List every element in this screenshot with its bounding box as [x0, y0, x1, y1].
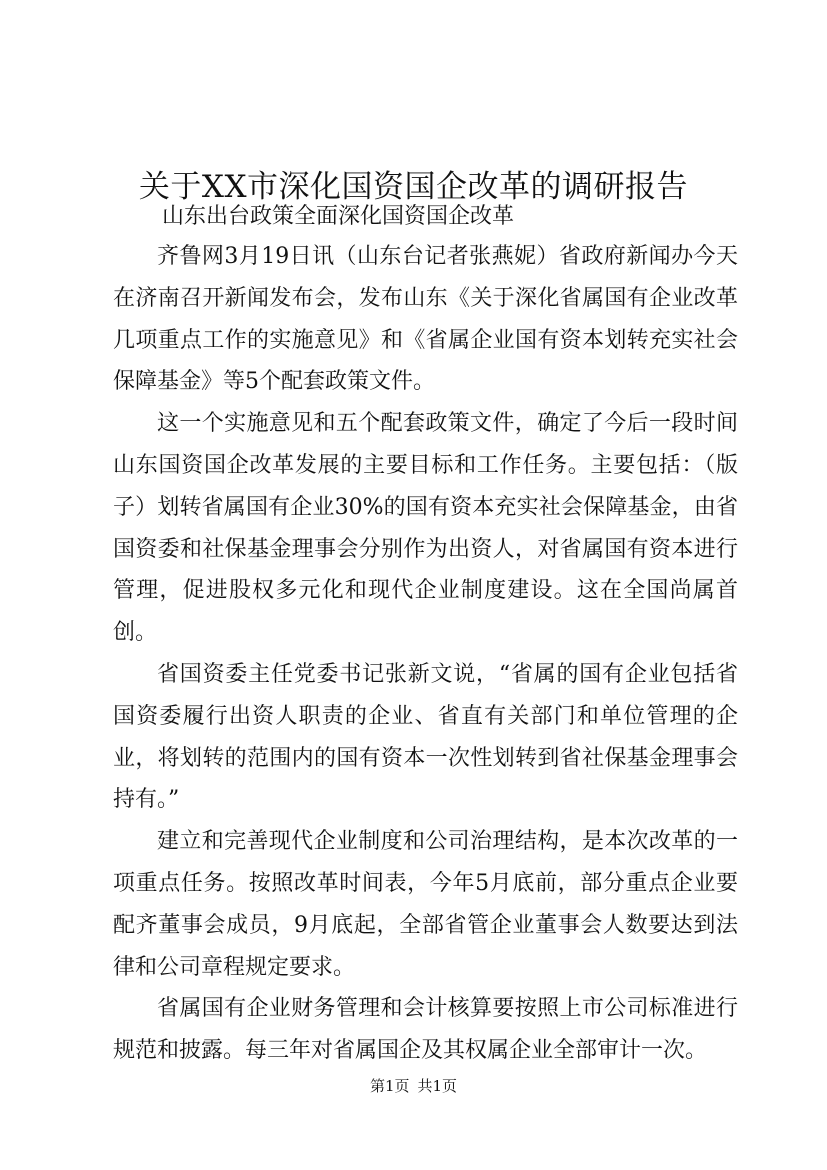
paragraph: 省属国有企业财务管理和会计核算要按照上市公司标准进行规范和披露。每三年对省属国企及其权属企业全部审计一次。 [113, 996, 738, 1064]
page-total: 共1页 [417, 1077, 458, 1095]
document-body [113, 236, 738, 1072]
paragraph: 省国资委主任党委书记张新文说，“省属的国有企业包括省国资委履行出资人职责的企业、省直有关部门和单位管理的企业，将划转的范围内的国有资本一次性划转到省社保基金理事会持有。” [113, 661, 738, 813]
paragraph: 齐鲁网3月19日讯（山东台记者张燕妮）省政府新闻办今天在济南召开新闻发布会，发布山东《关于深化省属国有企业改革几项重点工作的实施意见》和《省属企业国有资本划转充实社会保障基金》等5个配套政策文件。 [113, 244, 738, 395]
paragraph: 建立和完善现代企业制度和公司治理结构，是本次改革的一项重点任务。按照改革时间表，今年5月底前，部分重点企业要配齐董事会成员，9月底起，全部省管企业董事会人数要达到法律和公司章程规定要求。 [113, 829, 738, 980]
page-number: 第1页 [369, 1077, 410, 1095]
page-footer [0, 1076, 827, 1096]
paragraph: 这一个实施意见和五个配套政策文件，确定了今后一段时间山东国资国企改革发展的主要目标和工作任务。主要包括：（版子）划转省属国有企业30%的国有资本充实社会保障基金，由省国资委和社保基金理事会分别作为出资人，对省属国有资本进行管理，促进股权多元化和现代企业制度建设。这在全国尚属首创。 [113, 411, 738, 646]
document-title: 关于XX市深化国资国企改革的调研报告 [138, 168, 689, 205]
document-subtitle: 山东出台政策全面深化国资国企改革 [162, 204, 515, 229]
